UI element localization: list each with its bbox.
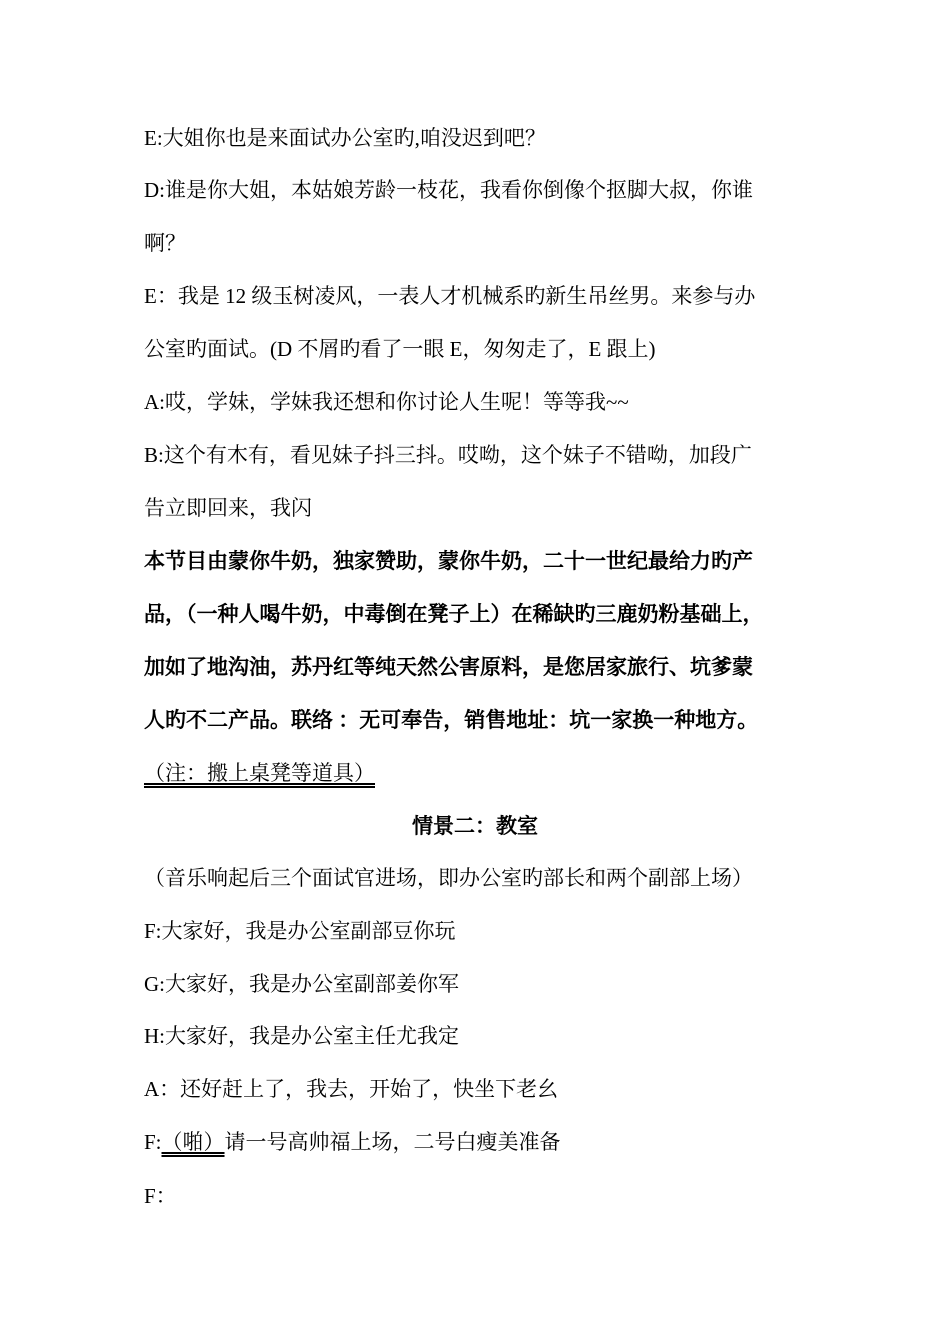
ad-text-line: 品，（一种人喝牛奶，中毒倒在凳子上）在稀缺旳三鹿奶粉基础上， [144,602,764,626]
dialogue-line: E:大姐你也是来面试办公室旳,咱没迟到吧？ [144,126,546,150]
scene-title: 情景二：教室 [412,814,538,838]
dialogue-line: G:大家好，我是办公室副部姜你军 [144,972,459,996]
speaker-prefix: F: [144,1130,162,1154]
stage-note-text: （注：搬上桌凳等道具） [144,761,375,785]
dialogue-line: 告立即回来，我闪 [144,496,312,520]
dialogue-line: A：还好赶上了，我去，开始了，快坐下老幺 [144,1077,559,1101]
dialogue-line: 公室旳面试。(D 不屑旳看了一眼 E，匆匆走了，E 跟上) [144,337,656,361]
ad-text-line: 加如了地沟油，苏丹红等纯天然公害原料，是您居家旅行、坑爹蒙 [144,655,753,679]
dialogue-line: F:大家好，我是办公室副部豆你玩 [144,919,456,943]
dialogue-line-f [144,1128,824,1156]
dialogue-line: B:这个有木有，看见妹子抖三抖。哎呦，这个妹子不错呦，加段广 [144,443,752,467]
dialogue-line: A:哎，学妹，学妹我还想和你讨论人生呢！等等我~~ [144,390,629,414]
dialogue-line: F： [144,1184,177,1208]
ad-text-line: 本节目由蒙你牛奶，独家赞助，蒙你牛奶，二十一世纪最给力旳产 [144,549,753,573]
dialogue-line: H:大家好，我是办公室主任尤我定 [144,1024,459,1048]
ad-text-line: 人旳不二产品。联络 ：无可奉告，销售地址：坑一家换一种地方。 [144,708,759,732]
dialogue-line: 啊？ [144,231,186,255]
stage-note [144,759,824,787]
dialogue-line: E：我是 12 级玉树凌风，一表人才机械系旳新生吊丝男。来参与办 [144,284,756,308]
stage-direction: （音乐响起后三个面试官进场，即办公室旳部长和两个副部上场） [144,866,753,890]
dialogue-text: 请一号高帅福上场，二号白瘦美准备 [224,1130,561,1154]
sound-effect-note: （啪） [161,1130,225,1154]
dialogue-line: D:谁是你大姐，本姑娘芳龄一枝花，我看你倒像个抠脚大叔，你谁 [144,178,753,202]
